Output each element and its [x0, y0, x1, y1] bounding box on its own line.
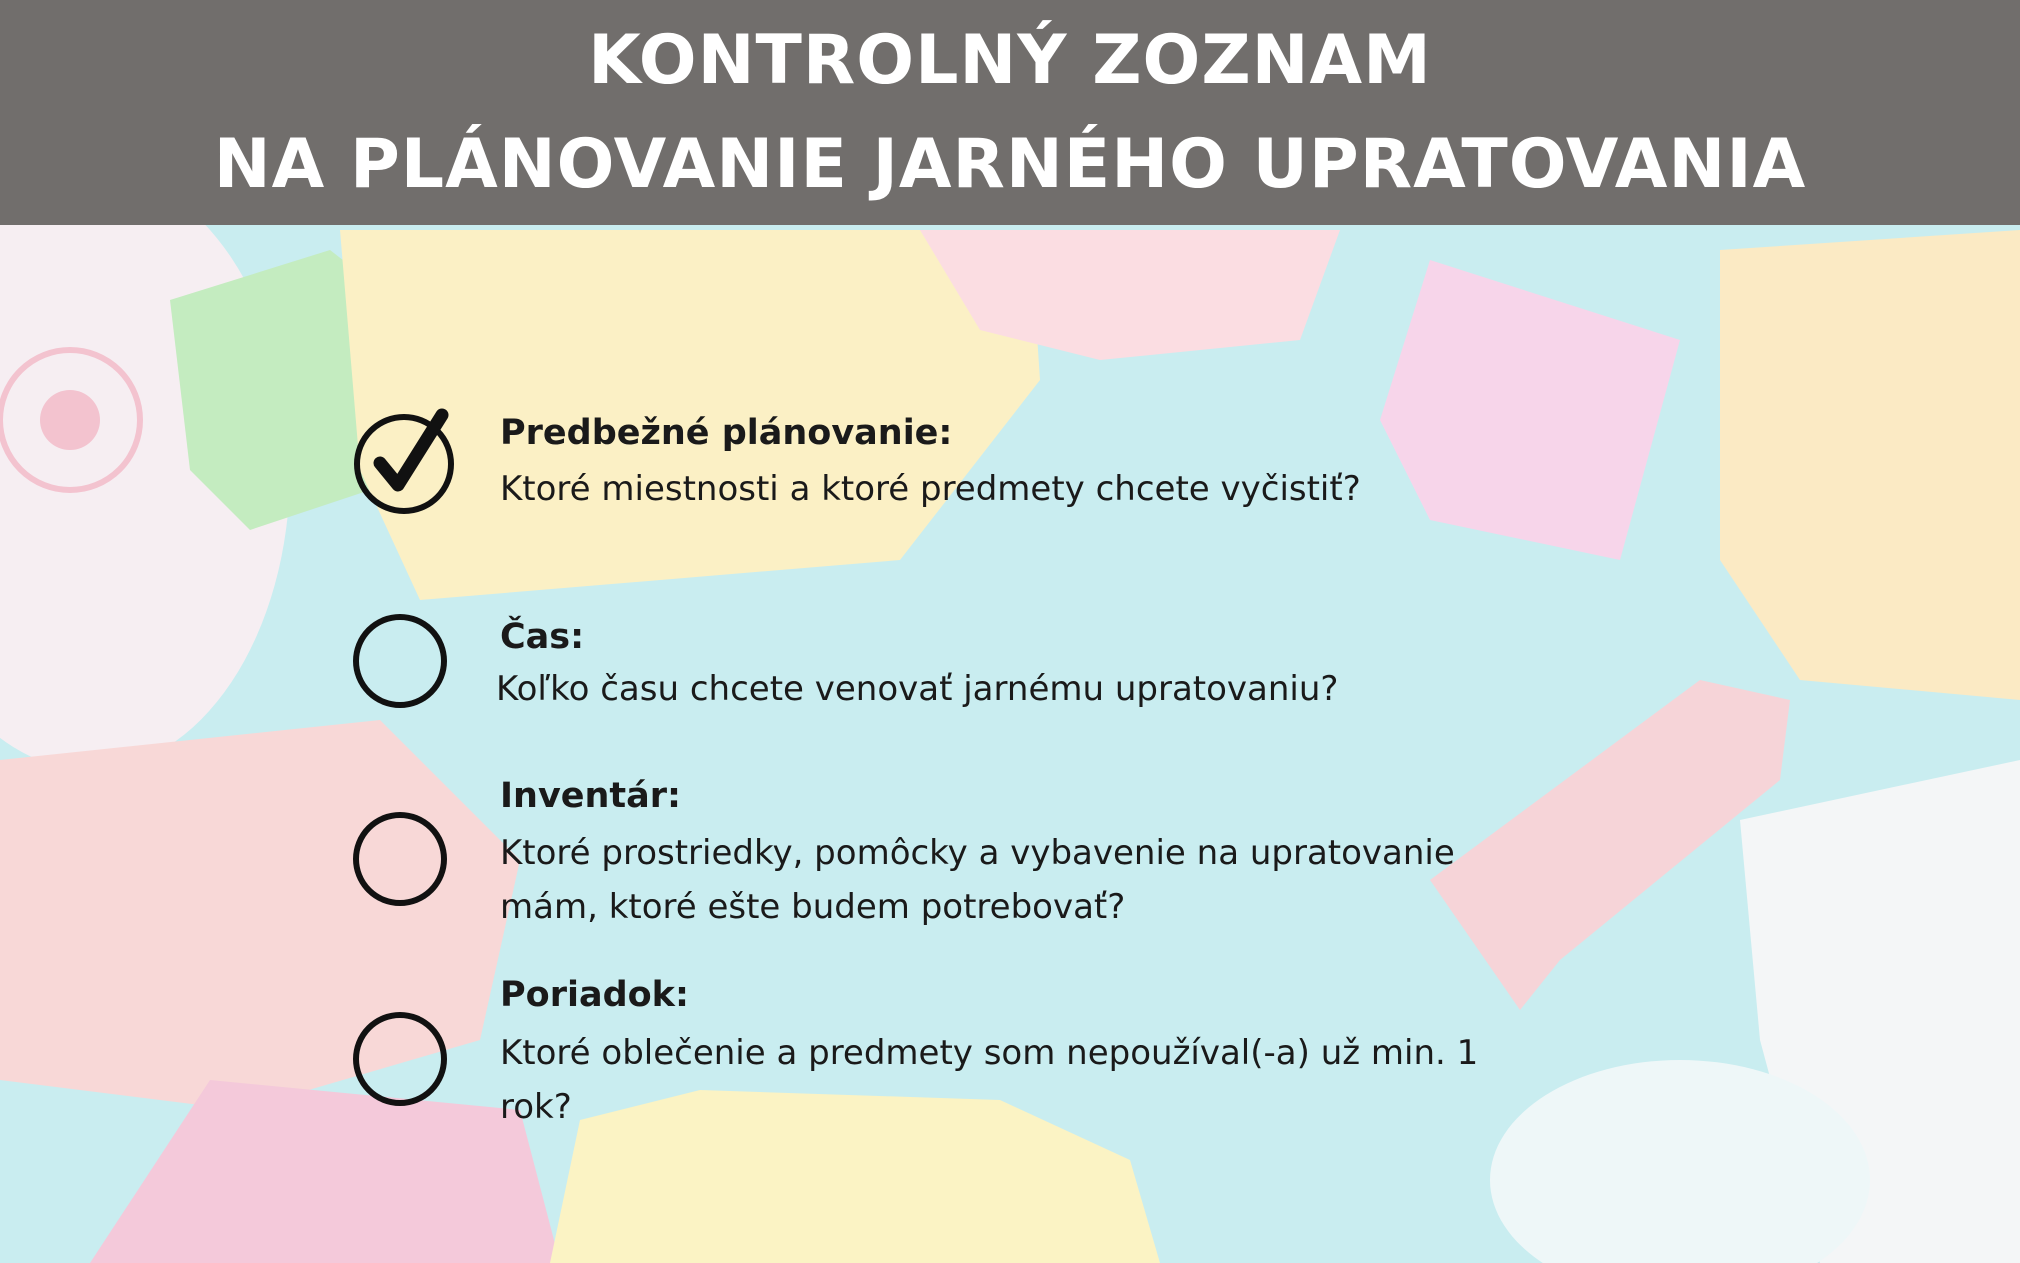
item-description: Ktoré oblečenie a predmety som nepoužíval(-a) už min. 1 rok?	[500, 1033, 1479, 1127]
title-banner	[0, 0, 2020, 225]
checkmark-circle-icon[interactable]	[350, 405, 460, 515]
page-title-line-2: NA PLÁNOVANIE JARNÉHO UPRATOVANIA	[213, 124, 1807, 204]
item-title: Inventár:	[500, 776, 682, 816]
item-title: Predbežné plánovanie:	[500, 413, 953, 453]
empty-circle-icon[interactable]	[353, 812, 447, 906]
item-description: Ktoré prostriedky, pomôcky a vybavenie na upratovanie mám, ktoré ešte budem potrebovať?	[500, 833, 1455, 927]
item-title: Čas:	[500, 617, 585, 657]
item-description: Ktoré miestnosti a ktoré predmety chcete vyčistiť?	[500, 469, 1361, 509]
empty-circle-icon[interactable]	[353, 1012, 447, 1106]
item-description: Koľko času chcete venovať jarnému upratovaniu?	[496, 669, 1339, 709]
page-title-line-1: KONTROLNÝ ZOZNAM	[588, 20, 1432, 100]
item-title: Poriadok:	[500, 975, 689, 1015]
empty-circle-icon[interactable]	[353, 614, 447, 708]
